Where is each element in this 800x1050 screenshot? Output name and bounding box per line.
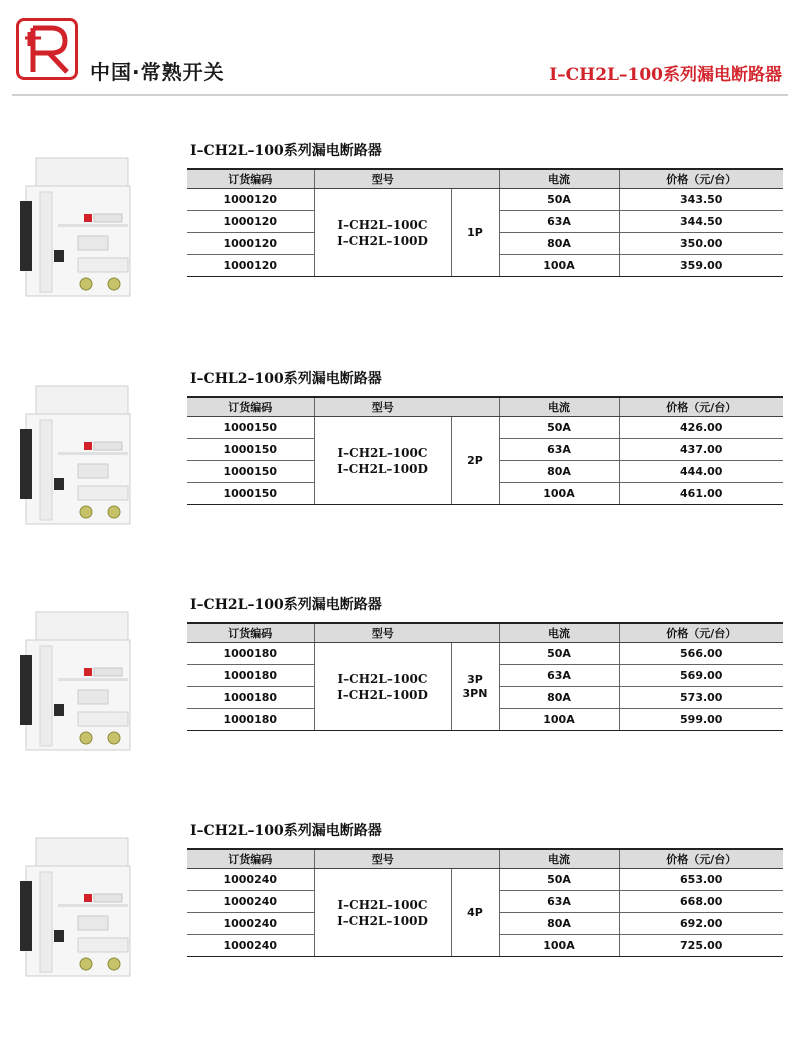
table-row <box>187 869 783 891</box>
pole-header <box>451 849 499 869</box>
current-cell: 50A <box>499 869 619 891</box>
pole-cell <box>451 189 499 277</box>
pole-label: 2P <box>467 453 483 467</box>
model-name: I–CH2L–100C <box>337 897 428 912</box>
order-code-cell: 1000150 <box>187 417 314 439</box>
order-code-cell: 1000120 <box>187 233 314 255</box>
section-title: I–CH2L–100系列漏电断路器 <box>190 597 382 613</box>
pole-label: 3PN <box>462 686 488 700</box>
price-cell: 569.00 <box>619 665 783 687</box>
model-header: 型号 <box>314 623 451 643</box>
current-header: 电流 <box>499 623 619 643</box>
pole-label: 3P <box>467 672 483 686</box>
current-cell: 63A <box>499 891 619 913</box>
pole-label: 4P <box>467 905 483 919</box>
current-header: 电流 <box>499 397 619 417</box>
order-code-cell: 1000180 <box>187 643 314 665</box>
current-cell: 50A <box>499 417 619 439</box>
model-header: 型号 <box>314 169 451 189</box>
price-cell: 725.00 <box>619 935 783 957</box>
table-header-row <box>187 623 783 643</box>
current-cell: 50A <box>499 643 619 665</box>
section-title: I–CH2L–100系列漏电断路器 <box>190 143 382 159</box>
order-code-cell: 1000240 <box>187 869 314 891</box>
order-code-cell: 1000240 <box>187 913 314 935</box>
current-cell: 63A <box>499 211 619 233</box>
pole-header <box>451 169 499 189</box>
product-section <box>0 140 800 370</box>
order-code-cell: 1000240 <box>187 891 314 913</box>
pole-cell <box>451 643 499 731</box>
price-cell: 359.00 <box>619 255 783 277</box>
order-code-header: 订货编码 <box>187 397 314 417</box>
product-section <box>0 594 800 824</box>
model-name: I–CH2L–100D <box>337 233 428 248</box>
model-cell <box>314 189 451 277</box>
model-header: 型号 <box>314 397 451 417</box>
order-code-header: 订货编码 <box>187 169 314 189</box>
order-code-cell: 1000150 <box>187 439 314 461</box>
model-name: I–CH2L–100D <box>337 913 428 928</box>
product-section <box>0 820 800 1050</box>
model-header: 型号 <box>314 849 451 869</box>
table-header-row <box>187 397 783 417</box>
model-name: I–CH2L–100C <box>337 445 428 460</box>
table-header-row <box>187 169 783 189</box>
order-code-cell: 1000180 <box>187 709 314 731</box>
price-table <box>187 622 783 731</box>
current-header: 电流 <box>499 169 619 189</box>
pole-cell <box>451 417 499 505</box>
pole-header <box>451 397 499 417</box>
current-cell: 100A <box>499 935 619 957</box>
order-code-cell: 1000240 <box>187 935 314 957</box>
model-name: I–CH2L–100D <box>337 461 428 476</box>
breaker-product-image <box>18 836 138 986</box>
current-cell: 80A <box>499 687 619 709</box>
company-name: 中国·常熟开关 <box>90 60 225 84</box>
order-code-cell: 1000120 <box>187 189 314 211</box>
order-code-header: 订货编码 <box>187 623 314 643</box>
order-code-cell: 1000120 <box>187 211 314 233</box>
price-header: 价格（元/台） <box>619 623 783 643</box>
price-cell: 344.50 <box>619 211 783 233</box>
table-row <box>187 417 783 439</box>
price-cell: 437.00 <box>619 439 783 461</box>
order-code-header: 订货编码 <box>187 849 314 869</box>
price-table <box>187 848 783 957</box>
current-cell: 100A <box>499 255 619 277</box>
breaker-product-image <box>18 156 138 306</box>
price-cell: 461.00 <box>619 483 783 505</box>
order-code-cell: 1000150 <box>187 461 314 483</box>
pole-header <box>451 623 499 643</box>
price-header: 价格（元/台） <box>619 849 783 869</box>
breaker-product-image <box>18 384 138 534</box>
order-code-cell: 1000120 <box>187 255 314 277</box>
current-cell: 80A <box>499 913 619 935</box>
table-row <box>187 189 783 211</box>
current-header: 电流 <box>499 849 619 869</box>
order-code-cell: 1000150 <box>187 483 314 505</box>
current-cell: 63A <box>499 439 619 461</box>
table-row <box>187 643 783 665</box>
pole-label: 1P <box>467 225 483 239</box>
model-name: I–CH2L–100D <box>337 687 428 702</box>
order-code-cell: 1000180 <box>187 665 314 687</box>
current-cell: 50A <box>499 189 619 211</box>
current-cell: 63A <box>499 665 619 687</box>
price-cell: 426.00 <box>619 417 783 439</box>
price-cell: 343.50 <box>619 189 783 211</box>
breaker-product-image <box>18 610 138 760</box>
price-table <box>187 396 783 505</box>
model-cell <box>314 417 451 505</box>
page-header <box>0 0 800 100</box>
header-divider <box>12 94 788 96</box>
current-cell: 80A <box>499 233 619 255</box>
model-cell <box>314 643 451 731</box>
current-cell: 80A <box>499 461 619 483</box>
price-cell: 566.00 <box>619 643 783 665</box>
price-cell: 599.00 <box>619 709 783 731</box>
model-name: I–CH2L–100C <box>337 217 428 232</box>
model-cell <box>314 869 451 957</box>
price-header: 价格（元/台） <box>619 397 783 417</box>
price-header: 价格（元/台） <box>619 169 783 189</box>
document-title: I–CH2L–100系列漏电断路器 <box>549 65 782 85</box>
price-cell: 573.00 <box>619 687 783 709</box>
pole-cell <box>451 869 499 957</box>
price-cell: 350.00 <box>619 233 783 255</box>
section-title: I–CH2L–100系列漏电断路器 <box>190 823 382 839</box>
price-cell: 444.00 <box>619 461 783 483</box>
order-code-cell: 1000180 <box>187 687 314 709</box>
price-table <box>187 168 783 277</box>
price-cell: 653.00 <box>619 869 783 891</box>
price-cell: 692.00 <box>619 913 783 935</box>
product-section <box>0 368 800 598</box>
section-title: I–CHL2–100系列漏电断路器 <box>190 371 382 387</box>
current-cell: 100A <box>499 483 619 505</box>
current-cell: 100A <box>499 709 619 731</box>
model-name: I–CH2L–100C <box>337 671 428 686</box>
r-logo-icon <box>16 18 78 80</box>
price-cell: 668.00 <box>619 891 783 913</box>
table-header-row <box>187 849 783 869</box>
